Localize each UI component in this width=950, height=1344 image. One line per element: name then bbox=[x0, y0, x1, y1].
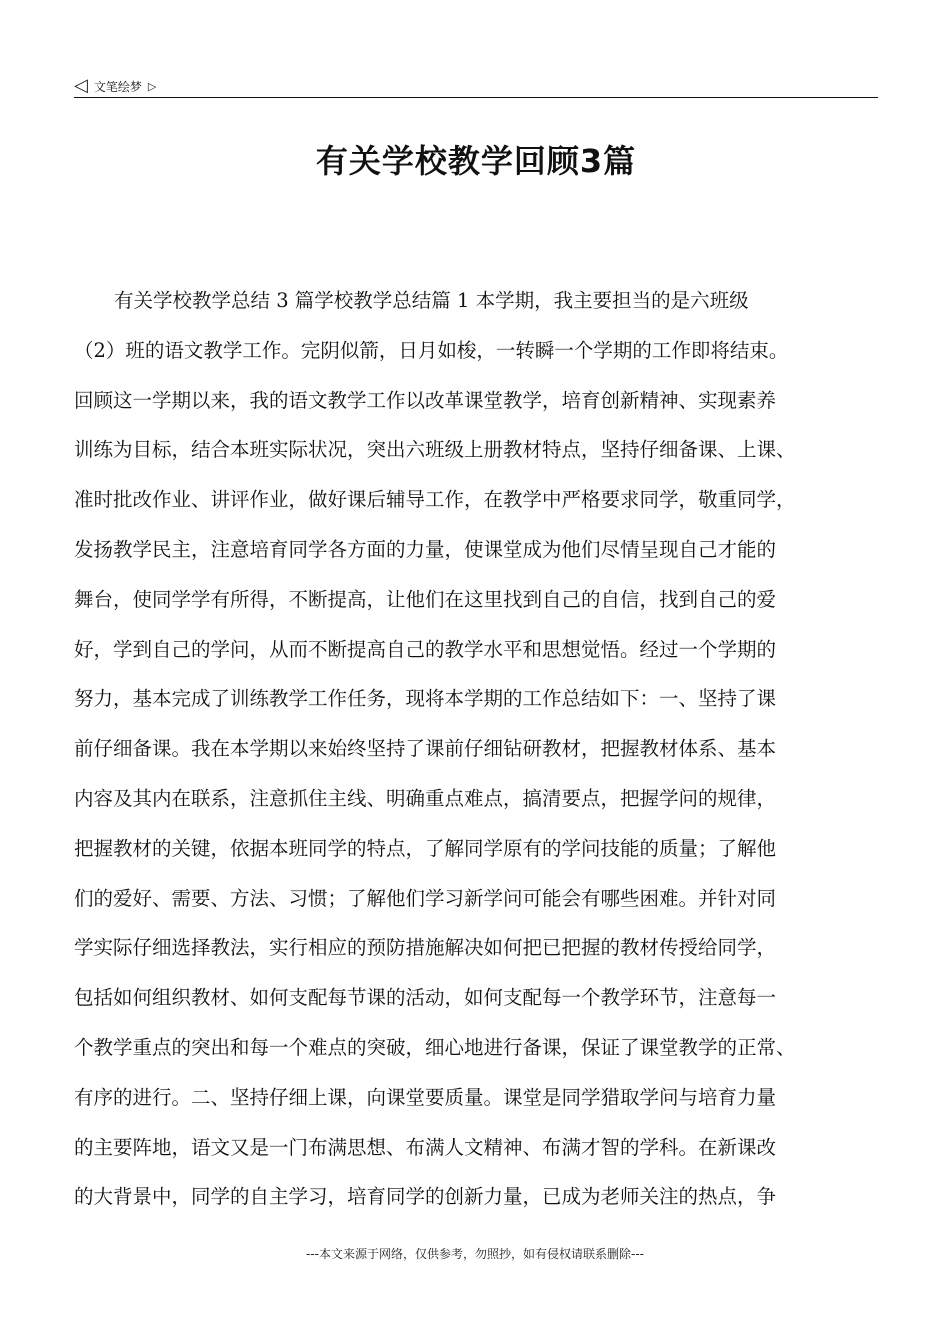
body-line: （2）班的语文教学工作。完阴似箭，日月如梭，一转瞬一个学期的工作即将结束。 bbox=[74, 338, 789, 362]
body-line: 们的爱好、需要、方法、习惯；了解他们学习新学问可能会有哪些困难。并针对同 bbox=[74, 886, 777, 910]
site-name: 文笔绘梦 bbox=[93, 79, 142, 94]
body-line: 准时批改作业、讲评作业，做好课后辅导工作，在教学中严格要求同学，敬重同学， bbox=[74, 488, 796, 512]
body-line: 个教学重点的突出和每一个难点的突破，细心地进行备课，保证了课堂教学的正常、 bbox=[74, 1035, 796, 1059]
header-divider bbox=[74, 97, 878, 98]
triangle-right-icon: ▷ bbox=[147, 79, 157, 93]
body-line: 好，学到自己的学问，从而不断提高自己的教学水平和思想觉悟。经过一个学期的 bbox=[74, 637, 777, 661]
body-line: 把握教材的关键，依据本班同学的特点，了解同学原有的学问技能的质量；了解他 bbox=[74, 836, 777, 860]
body-line: 内容及其内在联系，注意抓住主线、明确重点难点，搞清要点，把握学问的规律， bbox=[74, 786, 777, 810]
body-line: 包括如何组织教材、如何支配每节课的活动，如何支配每一个教学环节，注意每一 bbox=[74, 986, 777, 1010]
page-header bbox=[74, 74, 878, 98]
body-line: 有序的进行。二、坚持仔细上课，向课堂要质量。课堂是同学猎取学问与培育力量 bbox=[74, 1085, 777, 1109]
body-line: 学实际仔细选择教法，实行相应的预防措施解决如何把已把握的教材传授给同学， bbox=[74, 936, 777, 960]
triangle-left-icon: ◁ bbox=[74, 75, 88, 96]
body-line: 舞台，使同学学有所得，不断提高，让他们在这里找到自己的自信，找到自己的爱 bbox=[74, 587, 777, 611]
body-line: 的主要阵地，语文又是一门布满思想、布满人文精神、布满才智的学科。在新课改 bbox=[74, 1135, 777, 1159]
body-line: 训练为目标，结合本班实际状况，突出六班级上册教材特点，坚持仔细备课、上课、 bbox=[74, 438, 796, 462]
body-line: 有关学校教学总结 3 篇学校教学总结篇 1 本学期，我主要担当的是六班级 bbox=[114, 289, 749, 312]
body-line: 发扬教学民主，注意培育同学各方面的力量，使课堂成为他们尽情呈现自己才能的 bbox=[74, 537, 777, 561]
document-body bbox=[74, 276, 890, 1222]
body-line: 前仔细备课。我在本学期以来始终坚持了课前仔细钻研教材，把握教材体系、基本 bbox=[74, 737, 777, 761]
body-line: 的大背景中，同学的自主学习，培育同学的创新力量，已成为老师关注的热点，争 bbox=[74, 1185, 777, 1209]
body-line: 回顾这一学期以来，我的语文教学工作以改革课堂教学，培育创新精神、实现素养 bbox=[74, 388, 777, 412]
body-line: 努力，基本完成了训练教学工作任务，现将本学期的工作总结如下：一、坚持了课 bbox=[74, 687, 777, 711]
page-footer: ---本文来源于网络，仅供参考，勿照抄，如有侵权请联系删除--- bbox=[306, 1247, 644, 1261]
document-title: 有关学校教学回顾3篇 bbox=[315, 142, 637, 180]
